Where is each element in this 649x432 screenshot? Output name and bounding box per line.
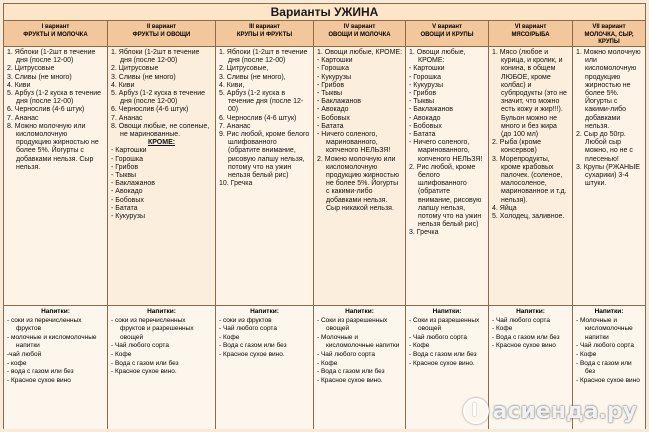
list-item: - Чай любого сорта	[219, 325, 277, 333]
list-item: 1. Можно молочную или кисломолочную продукцию жирностью не более 5%. Йогурты с какими-либо добавками нельзя.	[576, 49, 641, 130]
list-item: - Тыквы	[111, 172, 137, 180]
list-item: - Вода с газом или без	[576, 359, 632, 376]
drinks-heading: Напитки:	[594, 308, 624, 315]
list-item: - Картошки	[317, 57, 353, 65]
list-item: 1. Яблоки (1-2шт в течение дня (после 12-00)	[111, 49, 200, 65]
variant-subtitle: ОВОЩИ И МОЛОЧКА	[328, 31, 391, 38]
col-header-5	[406, 21, 489, 47]
list-item: - Картошки	[409, 65, 445, 73]
variant-label: II вариант	[146, 24, 177, 30]
list-item: - Грибов	[111, 163, 139, 171]
site-logo-icon	[463, 398, 489, 424]
drinks-cell-4	[314, 306, 406, 429]
menu-cell-5	[406, 47, 489, 306]
col-header-4	[314, 21, 406, 47]
list-item: - Баклажанов	[317, 98, 361, 106]
list-item: - Кофе	[492, 325, 513, 333]
menu-cell-2	[108, 47, 216, 306]
list-item: - Авокадо	[317, 106, 349, 114]
list-item: - Кофе	[111, 350, 132, 358]
page-title: Варианты УЖИНА	[4, 4, 645, 21]
list-item: 2. Рыба (кроме консервов)	[492, 139, 542, 155]
variant-label: V вариант	[432, 24, 462, 30]
list-item: 7. Ананас	[219, 122, 251, 130]
list-item: - Горошка	[111, 155, 144, 163]
list-item: - соки из фруктов	[219, 316, 272, 324]
list-item: - Красное сухое вино.	[111, 368, 177, 376]
list-item: - Вода с газом или без	[111, 359, 179, 367]
drinks-heading: Напитки:	[432, 308, 462, 315]
list-item: 1. Яблоки (1-2шт в течение дня (после 12-00)	[7, 49, 96, 65]
list-item: 3. Сливы (не много)	[111, 73, 176, 81]
variant-subtitle: МЯСО/РЫБА	[511, 31, 550, 38]
variant-subtitle: МОЛОЧКА, СЫР, КРУПЫ	[584, 31, 634, 45]
list-item: - Красное сухое вино	[492, 342, 556, 350]
menu-cell-4	[314, 47, 406, 306]
list-item: 2. Цитрусовые,	[219, 65, 269, 73]
list-item: 4. Киви,	[219, 81, 245, 89]
list-item: 4. Киви	[111, 81, 135, 89]
list-item: - Соки из разрешенных овощей	[409, 316, 480, 333]
list-item: - Чай любого сорта	[409, 333, 467, 341]
list-item: 1. Яблоки (1-2шт в течение дня (после 12-00)	[219, 49, 308, 65]
variant-label: VII вариант	[592, 24, 626, 30]
list-item: - Баклажанов	[111, 180, 155, 188]
list-item: - Вода с газом или без	[492, 333, 560, 341]
list-item: - соки из перечисленных фруктов и разрешенных овощей	[111, 316, 194, 341]
list-item: 4. Киви	[7, 81, 31, 89]
list-item: - Грибов	[409, 90, 437, 98]
list-item: - Бобовых	[111, 196, 144, 204]
list-item: - Батата	[317, 122, 344, 130]
list-item: 6. Чернослив (4-6 штук)	[111, 106, 189, 114]
variant-label: IV вариант	[343, 24, 376, 30]
list-item: - Кофе	[317, 359, 338, 367]
list-item: - Кукурузы	[317, 73, 351, 81]
list-item: - Батата	[111, 204, 138, 212]
list-item: - Кофе	[409, 342, 430, 350]
list-item: - Красное сухое вино.	[409, 359, 475, 367]
list-item: - Горошка	[317, 65, 350, 73]
drinks-cell-1	[4, 306, 108, 429]
col-header-3	[216, 21, 314, 47]
list-item: - Авокадо	[111, 188, 143, 196]
menu-cell-3	[216, 47, 314, 306]
list-item: - Баклажанов	[409, 106, 453, 114]
list-item: - Бобовых	[409, 122, 442, 130]
list-item: 2. Цитрусовые	[111, 65, 159, 73]
list-item: - Молочные и кисломолочные напитки	[576, 316, 633, 341]
list-item: 9. Рис любой, кроме белого шлифованного (обратите внимание, рисовую лапшу нельзя, потому что на ужин нельзя белый рис)	[219, 131, 310, 180]
drinks-cell-3	[216, 306, 314, 429]
list-item: 5. Арбуз (1-2 куска в течение дня (после 12-00)	[111, 90, 206, 106]
drinks-heading: Напитки:	[250, 308, 279, 315]
list-item: 4. Яйца	[492, 204, 517, 212]
list-item: 2. Цитрусовые	[7, 65, 55, 73]
list-item: 6. Чернослив (4-6 штук)	[7, 106, 85, 114]
list-item: 1. Овощи любые, КРОМЕ:	[317, 49, 403, 56]
list-item: 3. Сливы (не много)	[7, 73, 72, 81]
header-row	[4, 21, 645, 47]
list-item: - Горошка	[409, 73, 442, 81]
list-item: -чай любой	[7, 350, 42, 358]
variant-subtitle: ФРУКТЫ И ОВОЩИ	[132, 31, 191, 38]
list-item: 8. Можно молочную или кисломолочную продукцию жирностью не более 5%. Йогурты с добавками нельзя. Сыр нельзя.	[7, 122, 99, 171]
list-item: - молочные и кисломолочные напитки	[7, 333, 97, 350]
list-item: - Вода с газом или без	[219, 342, 287, 350]
list-item: 2. Рис любой, кроме белого шлифованного (обратите внимание, рисовую лапшу нельзя, потому что на ужин нельзя белый рис)	[409, 163, 482, 229]
list-item: 2. Можно молочную или кисломолочную продукцию жирностью не более 5%. Йогурты с какими-либо добавками нельзя. Сыр никакой нельзя.	[317, 155, 400, 212]
list-item: - кофе	[7, 359, 27, 367]
list-item: - Вода с газом или без	[409, 350, 477, 358]
list-item: 6. Чернослив (4-6 штук)	[219, 114, 297, 122]
list-item: - Чай любого сорта	[492, 316, 550, 324]
list-item: 1. Овощи любые, КРОМЕ:	[409, 49, 466, 65]
list-item: - Красное сухое вино	[576, 376, 640, 384]
list-item: 3. Сливы (не много),	[219, 73, 286, 81]
list-item: - Грибов	[317, 81, 345, 89]
list-item: - Соки из разрешенных овощей	[317, 316, 388, 333]
drinks-cell-2	[108, 306, 216, 429]
variant-label: III вариант	[249, 24, 280, 30]
list-item: 2. Сыр до 50гр. Любой сыр можно, но не с плесенью!	[576, 131, 633, 163]
variant-label: I вариант	[41, 24, 70, 30]
list-item: - Кукурузы	[409, 81, 443, 89]
list-item: 5. Холодец, заливное.	[492, 213, 565, 221]
list-item: - Тыквы	[317, 90, 343, 98]
list-item: - Бобовых	[317, 114, 350, 122]
list-item: - Чай любого сорта	[317, 350, 375, 358]
list-item: - Вода с газом или без	[317, 368, 385, 376]
variant-label: VI вариант	[514, 24, 547, 30]
list-item: 5. Арбуз (1-2 куска в течение дня (после 12-00)	[7, 90, 102, 106]
list-item: - Красное сухое вино.	[317, 376, 383, 384]
menu-cell-1	[4, 47, 108, 306]
list-item: 7. Ананас	[7, 114, 39, 122]
drinks-heading: Напитки:	[516, 308, 545, 315]
list-item: - соки из перечисленных фруктов	[7, 316, 82, 333]
list-item: - вода с газом или без	[7, 368, 74, 376]
list-item: - Картошки	[111, 147, 147, 155]
list-item: - Молочные и кисломолочные напитки	[317, 333, 400, 350]
watermark	[463, 398, 637, 424]
list-item: - Тыквы	[409, 98, 435, 106]
list-item: 3. Крупы (РЖАНЫЕ сухарики) 3-4 штуки.	[576, 163, 640, 188]
list-item: 3. Морепродукты, кроме крабовых палочек. (соленое, малосоленое, маринованное и т.д. нельзя).	[492, 155, 567, 204]
list-item: - Авокадо	[409, 114, 441, 122]
list-item: - Кофе	[576, 350, 597, 358]
variant-subtitle: КРУПЫ И ФРУКТЫ	[236, 31, 293, 38]
list-item: - Чай любого сорта	[111, 342, 169, 350]
list-item: - Кукурузы	[111, 213, 145, 221]
list-item: 10. Гречка	[219, 180, 253, 188]
col-header-1	[4, 21, 108, 47]
col-header-2	[108, 21, 216, 47]
watermark-text: асиенда.ру	[492, 398, 637, 424]
drinks-heading: Напитки:	[345, 308, 374, 315]
list-item: - Красное сухое вино.	[219, 350, 285, 358]
list-item: - Красное сухое вино	[7, 376, 71, 384]
col-header-6	[489, 21, 573, 47]
list-item: 3. Гречка	[409, 229, 439, 237]
variant-subtitle: ОВОЩИ И КРУПЫ	[420, 31, 474, 38]
list-item: 7. Ананас	[111, 114, 143, 122]
list-item: - Чай любого сорта	[576, 342, 634, 350]
list-item: - Кофе	[219, 333, 240, 341]
list-item: 1. Мясо (любое и курица, и кролик, и конина, в общем ЛЮБОЕ, кроме колбас) и субпродукты (это не значит, что можно есть кожу и жир!!!). Бульон можно не много и без жира (до 100 мл)	[492, 49, 567, 139]
diet-table	[3, 3, 646, 429]
variant-subtitle: ФРУКТЫ И МОЛОЧКА	[23, 31, 88, 38]
list-item: - Ничего соленого, маринованного, копченого НЕЛЬЗЯ!	[317, 131, 391, 155]
menu-row	[4, 47, 645, 306]
menu-cell-7	[573, 47, 645, 306]
menu-cell-6	[489, 47, 573, 306]
drinks-heading: Напитки:	[41, 308, 70, 315]
drinks-heading: Напитки:	[147, 308, 176, 315]
list-item: - Батата	[409, 131, 436, 139]
col-header-7	[573, 21, 645, 47]
except-heading: КРОМЕ:	[147, 139, 176, 147]
list-item: 5. Арбуз (1-2 куска в течение дня (после 12-00)	[219, 90, 304, 114]
list-item: 8. Овощи любые, не соленые, не маринованные.	[111, 122, 210, 139]
list-item: - Ничего соленого, маринованного, копченого НЕЛЬЗЯ!	[409, 139, 483, 163]
